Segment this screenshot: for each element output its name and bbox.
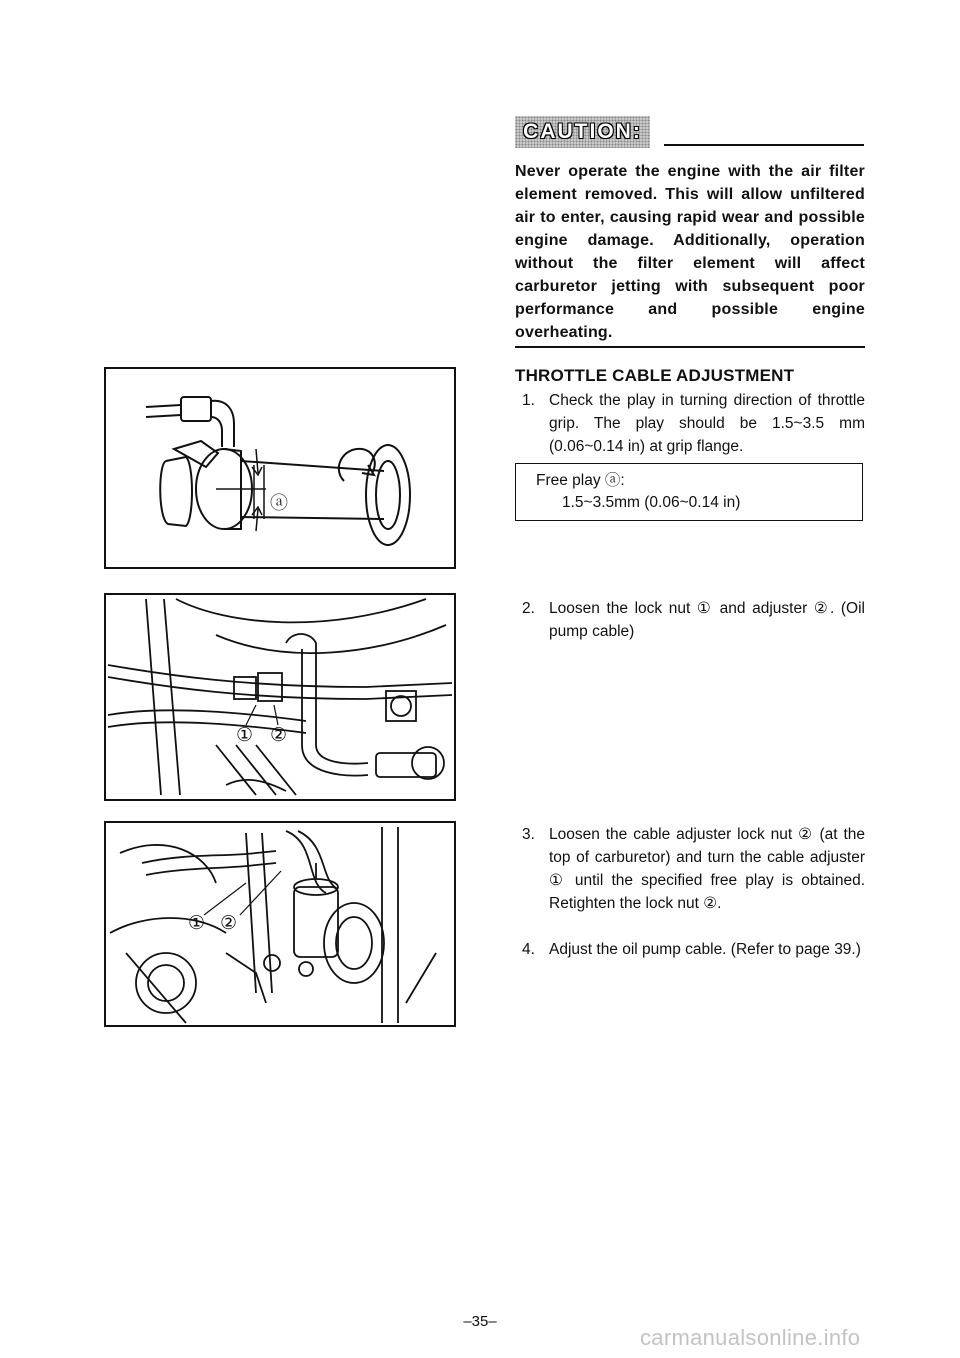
step-1-number: 1. <box>522 392 535 409</box>
caution-text: Never operate the engine with the air filter element removed. This will allow unfiltered air to enter, causing rapid wear and possible engine damage. Additionally, operation without the filter element will affect carburetor jetting with subsequent poor performance and possible engine overheating. <box>515 163 865 341</box>
section-title: THROTTLE CABLE ADJUSTMENT <box>515 366 795 385</box>
step-1 <box>522 389 865 458</box>
spec-box <box>515 463 863 521</box>
caution-badge <box>515 116 650 148</box>
step-2 <box>522 597 865 643</box>
figure-carburetor <box>104 821 456 1027</box>
step-2-text: Loosen the lock nut ① and adjuster ②. (Oil pump cable) <box>549 600 865 640</box>
step-4 <box>522 938 865 961</box>
carb-label-1: ① <box>188 912 206 934</box>
spec-label: Free play ⓐ: <box>536 472 625 489</box>
step-4-number: 4. <box>522 941 535 958</box>
watermark: carmanualsonline.info <box>640 1325 861 1350</box>
grip-label-a: ⓐ <box>270 493 288 514</box>
caution-end-rule <box>515 346 865 348</box>
step-4-text: Adjust the oil pump cable. (Refer to page 39.) <box>549 941 861 958</box>
caution-header-rule <box>664 144 864 146</box>
step-3-text: Loosen the cable adjuster lock nut ② (at the top of carburetor) and turn the cable adjuster ① until the specified free play is obtained. Retighten the lock nut ②. <box>549 826 865 912</box>
step-3 <box>522 823 865 915</box>
step-2-number: 2. <box>522 600 535 617</box>
throttle-grip-illustration <box>106 369 454 567</box>
page-number: –35– <box>463 1313 497 1330</box>
step-1-text: Check the play in turning direction of throttle grip. The play should be 1.5~3.5 mm (0.06~0.14 in) at grip flange. <box>549 392 865 455</box>
carburetor-illustration <box>106 823 454 1025</box>
figure-throttle-grip <box>104 367 456 569</box>
oil-pump-label-1: ① <box>236 724 254 746</box>
oil-pump-cable-illustration <box>106 595 454 799</box>
carb-label-2: ② <box>220 912 238 934</box>
step-3-number: 3. <box>522 826 535 843</box>
spec-value: 1.5~3.5mm (0.06~0.14 in) <box>562 494 741 511</box>
figure-oil-pump-cable <box>104 593 456 801</box>
oil-pump-label-2: ② <box>270 724 288 746</box>
caution-label: CAUTION: <box>523 120 642 143</box>
